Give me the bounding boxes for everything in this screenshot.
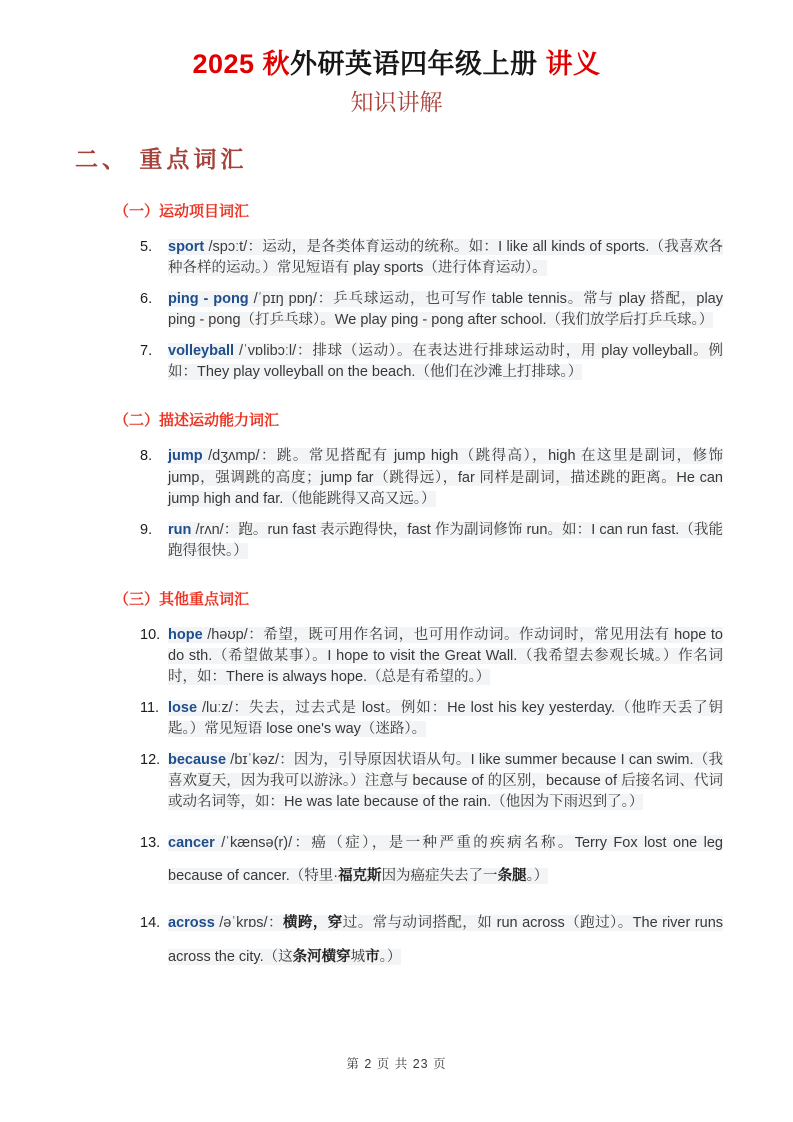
item-number: 5. [140, 239, 153, 256]
vocab-term: jump [168, 448, 203, 465]
text-run: 跳。常见搭配有 jump high（跳得高），high 在这里是副词，修饰 jump，强调跳的高度；jump far（跳得远），far 同样是副词，描述跳的距离。He can jump high and far.（他能跳得又高又远。） [168, 448, 723, 507]
item-content [168, 520, 723, 562]
highlighted-text [168, 343, 723, 380]
text-run: 排球（运动）。在表达进行排球运动时，用 play volleyball。例如：They play volleyball on the beach.（他们在沙滩上打排球。） [168, 343, 723, 381]
page-number: 第 2 页 共 23 页 [346, 1057, 447, 1071]
highlighted-text [168, 239, 723, 276]
vocab-term: hope [168, 626, 203, 643]
highlighted-text [168, 522, 723, 559]
item-content [168, 827, 723, 894]
phonetic-transcription: /bɪˈkəz/： [226, 751, 294, 768]
vocab-item [140, 907, 723, 974]
text-run: 乒乓球运动，也可写作 table tennis。常与 play 搭配，play ping - pong（打乒乓球）。We play ping - pong after school.（我们放学后打乒乓球。） [168, 291, 723, 329]
phonetic-transcription: /dʒʌmp/： [202, 448, 277, 465]
text-run: 癌（症），是一种严重的疾病名称。Terry Fox lost one leg because of cancer.（特里· [168, 834, 723, 885]
text-run: 希望，既可用作名词，也可用作动词。作动词时，常见用法有 hope to do sth.（希望做某事）。I hope to visit the Great Wall.（我希望去参观长城。）作名词时，如：There is always hope.（总是有希望的。） [168, 626, 723, 685]
phonetic-transcription: /ˈkænsə(r)/： [214, 834, 312, 851]
vocab-item [140, 827, 723, 894]
subsection-heading: （二）描述运动能力词汇 [114, 412, 280, 430]
highlighted-text [168, 700, 723, 737]
subsection-heading: （三）其他重点词汇 [114, 590, 250, 608]
document-title [0, 48, 793, 80]
title-run: 讲义 [537, 49, 601, 79]
text-run: 条河横穿 [292, 948, 351, 965]
highlighted-text [168, 291, 723, 328]
item-number: 10. [140, 626, 161, 643]
subsections [0, 200, 793, 974]
vocab-term: across [168, 915, 215, 932]
vocab-item [140, 289, 723, 331]
vocab-item [140, 698, 723, 740]
vocab-item [140, 341, 723, 383]
item-number: 14. [140, 915, 161, 932]
phonetic-transcription: /luːz/： [197, 699, 249, 716]
item-content [168, 446, 723, 509]
text-run: 。） [379, 948, 402, 965]
vocab-item [140, 750, 723, 813]
item-content [168, 750, 723, 813]
text-run: 运动，是各类体育运动的统称。如：I like all kinds of sports.（我喜欢各种各样的运动。）常见短语有 play sports（进行体育运动）。 [168, 239, 723, 277]
phonetic-transcription: /spɔːt/： [204, 239, 263, 256]
item-content [168, 907, 723, 974]
vocab-term: lose [168, 699, 198, 716]
highlighted-text [168, 448, 723, 506]
vocab-term: because [168, 751, 227, 768]
phonetic-transcription: /əˈkrɒs/： [214, 915, 283, 932]
item-number: 11. [140, 699, 160, 716]
vocab-item [140, 237, 723, 279]
item-number: 13. [140, 834, 161, 851]
highlighted-text [168, 835, 723, 884]
subsection-heading: （一）运动项目词汇 [114, 203, 250, 221]
vocab-term: run [168, 521, 192, 538]
item-content [168, 698, 723, 740]
highlighted-text [168, 915, 723, 964]
phonetic-transcription: /rʌn/： [191, 521, 239, 538]
item-content [168, 237, 723, 279]
item-number: 7. [140, 343, 153, 360]
text-run: 福克斯 [338, 868, 382, 885]
document-subtitle: 知识讲解 [350, 89, 443, 116]
text-run: 过。常与动词搭配，如 run across（跑过）。The river runs across the city.（这 [168, 915, 724, 965]
item-content [168, 625, 723, 688]
text-run: 横跨，穿 [282, 915, 343, 932]
item-content [168, 341, 723, 383]
highlighted-text [168, 627, 723, 685]
text-run: 失去，过去式是 lost。例如：He lost his key yesterday.（他昨天丢了钥匙。）常见短语 lose one's way（迷路）。 [168, 699, 723, 737]
title-run: 外研英语四年级上册 [290, 49, 538, 79]
text-run: 因为，引导原因状语从句。I like summer because I can swim.（我喜欢夏天，因为我可以游泳。）注意与 because of 的区别，because of 后接名词、代词或动名词等，如：He was late because of the rain.（他因为下雨迟到了。） [168, 751, 723, 810]
vocab-item [140, 446, 723, 509]
section-heading: 二、 重点词汇 [75, 146, 248, 173]
vocab-term: cancer [168, 834, 215, 851]
text-run: 市 [365, 948, 380, 965]
vocab-item [140, 625, 723, 688]
item-number: 6. [140, 291, 153, 308]
text-run: 跑。run fast 表示跑得快，fast 作为副词修饰 run。如：I can run fast.（我能跑得很快。） [168, 521, 723, 559]
phonetic-transcription: /həʊp/： [202, 626, 264, 643]
highlighted-text [168, 752, 723, 810]
item-number: 8. [140, 448, 153, 465]
text-run: 城 [350, 948, 366, 965]
phonetic-transcription: /ˈvɒlibɔːl/： [234, 343, 313, 360]
vocab-term: sport [168, 239, 205, 256]
vocab-item [140, 520, 723, 562]
title-run: 2025 秋 [192, 49, 291, 79]
item-content [168, 289, 723, 331]
item-number: 9. [140, 521, 153, 538]
vocab-term: ping - pong [168, 291, 249, 308]
vocab-term: volleyball [168, 343, 235, 360]
item-number: 12. [140, 751, 161, 768]
text-run: 条腿 [497, 868, 527, 885]
phonetic-transcription: /ˈpɪŋ pɒŋ/： [248, 291, 334, 308]
text-run: 因为癌症失去了一 [381, 868, 498, 885]
text-run: 。） [526, 868, 549, 885]
